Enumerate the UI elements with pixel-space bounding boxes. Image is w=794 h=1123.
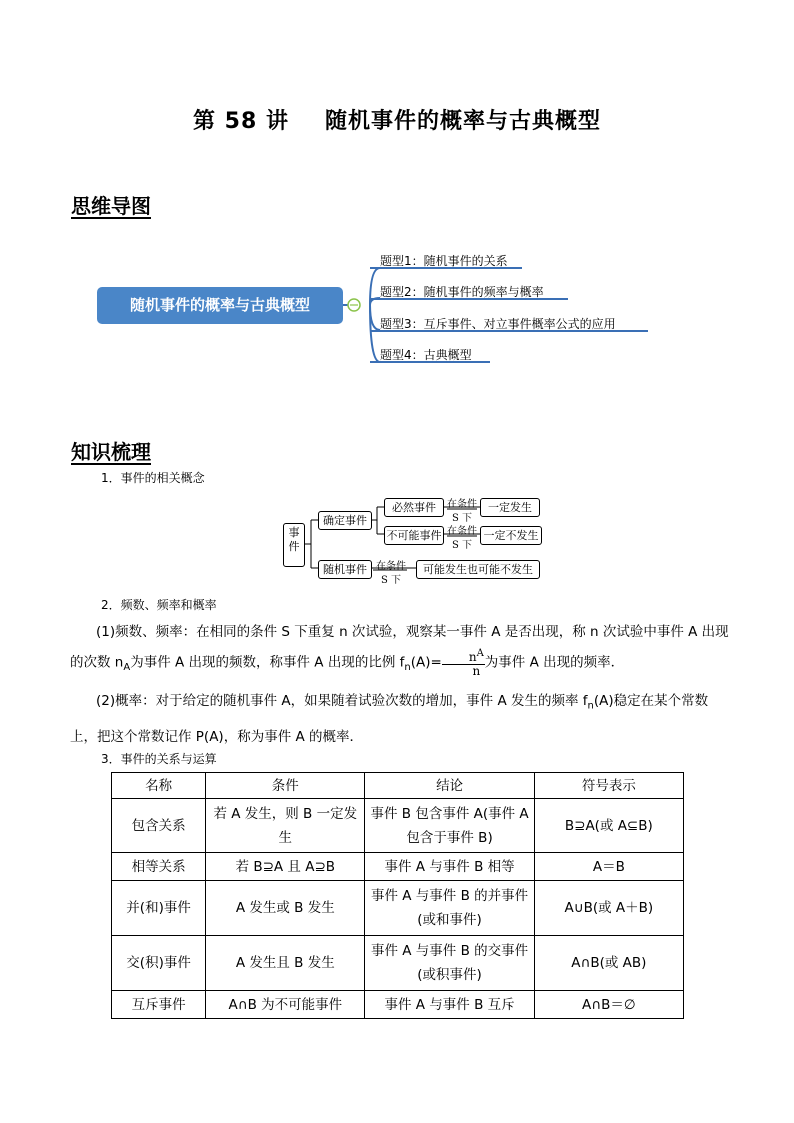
table-cell: 事件 A 与事件 B 互斥 <box>365 991 534 1019</box>
table-cell: 若 A 发生，则 B 一定发生 <box>206 799 365 853</box>
condition-label-3: 在条件 <box>376 561 406 572</box>
table-cell: 相等关系 <box>112 853 206 881</box>
lecture-title: 随机事件的概率与古典概型 <box>324 109 601 134</box>
table-cell: 包含关系 <box>112 799 206 853</box>
section-knowledge-heading: 知识梳理 <box>71 440 151 464</box>
condition-label-1b: S 下 <box>451 513 473 524</box>
condition-label-1: 在条件 <box>447 499 477 510</box>
condition-label-3b: S 下 <box>380 575 402 586</box>
must-happen-box: 一定发生 <box>480 498 540 517</box>
table-cell: A 发生且 B 发生 <box>206 936 365 991</box>
mindmap-item-4: 题型4：古典概型 <box>380 348 472 362</box>
table-cell: A 发生或 B 发生 <box>206 881 365 936</box>
mindmap-item-1: 题型1：随机事件的关系 <box>380 254 508 268</box>
maybe-happen-box: 可能发生也可能不发生 <box>416 560 540 579</box>
table-cell: 若 B⊇A 且 A⊇B <box>206 853 365 881</box>
subheading-frequency: 2．频数、频率和概率 <box>101 598 217 612</box>
table-cell: 事件 B 包含事件 A(事件 A 包含于事件 B) <box>365 799 534 853</box>
table-header: 结论 <box>365 773 534 799</box>
subheading-relations: 3．事件的关系与运算 <box>101 752 217 766</box>
mindmap-item-2: 题型2：随机事件的频率与概率 <box>380 285 544 299</box>
table-cell: 事件 A 与事件 B 的并事件(或和事件) <box>365 881 534 936</box>
event-relations-table <box>111 772 684 1019</box>
paragraph-frequency: (1)频数、频率：在相同的条件 S 下重复 n 次试验，观察某一事件 A 是否出现，称 n 次试验中事件 A 出现的次数 $n_A$为事件 A 出现的频数，称事件 A 出现的比例 $f_n(A)=$ $\frac{n^A}{n}$ 为事件 A 出现的频率． <box>70 624 729 678</box>
table-row <box>112 799 684 853</box>
mindmap-root: 随机事件的概率与古典概型 <box>97 287 343 324</box>
table-cell: 互斥事件 <box>112 991 206 1019</box>
table-header: 名称 <box>112 773 206 799</box>
certain-group-box: 确定事件 <box>318 511 372 530</box>
table-row <box>112 991 684 1019</box>
table-cell: A＝B <box>534 853 683 881</box>
table-header: 条件 <box>206 773 365 799</box>
table-cell: B⊇A(或 A⊆B) <box>534 799 683 853</box>
table-row <box>112 853 684 881</box>
paragraph-probability: (2)概率：对于给定的随机事件 A，如果随着试验次数的增加，事件 A 发生的频率 $f_n(A)$稳定在某个常数上，把这个常数记作 P(A)，称为事件 A 的概率． <box>70 693 709 745</box>
table-cell: A∩B(或 AB) <box>534 936 683 991</box>
table-cell: 交(积)事件 <box>112 936 206 991</box>
condition-label-2: 在条件 <box>447 526 477 537</box>
mindmap-item-3: 题型3：互斥事件、对立事件概率公式的应用 <box>380 317 616 331</box>
impossible-event-box: 不可能事件 <box>384 526 444 545</box>
lecture-number: 第 58 讲 <box>193 109 289 134</box>
subheading-event-concepts: 1．事件的相关概念 <box>101 471 205 485</box>
table-header-row <box>112 773 684 799</box>
table-row <box>112 936 684 991</box>
table-cell: A∩B＝∅ <box>534 991 683 1019</box>
table-cell: 并(和)事件 <box>112 881 206 936</box>
frequency-fraction: $\frac{n^A}{n}$ <box>442 647 485 678</box>
condition-label-2b: S 下 <box>451 540 473 551</box>
table-row <box>112 881 684 936</box>
table-header: 符号表示 <box>534 773 683 799</box>
never-happen-box: 一定不发生 <box>480 526 542 545</box>
table-cell: A∩B 为不可能事件 <box>206 991 365 1019</box>
table-cell: 事件 A 与事件 B 相等 <box>365 853 534 881</box>
table-cell: 事件 A 与事件 B 的交事件(或积事件) <box>365 936 534 991</box>
table-cell: A∪B(或 A＋B) <box>534 881 683 936</box>
section-mindmap-heading: 思维导图 <box>71 194 151 218</box>
certain-event-box: 必然事件 <box>384 498 444 517</box>
event-box: 事件 <box>283 523 305 567</box>
random-event-box: 随机事件 <box>318 560 372 579</box>
